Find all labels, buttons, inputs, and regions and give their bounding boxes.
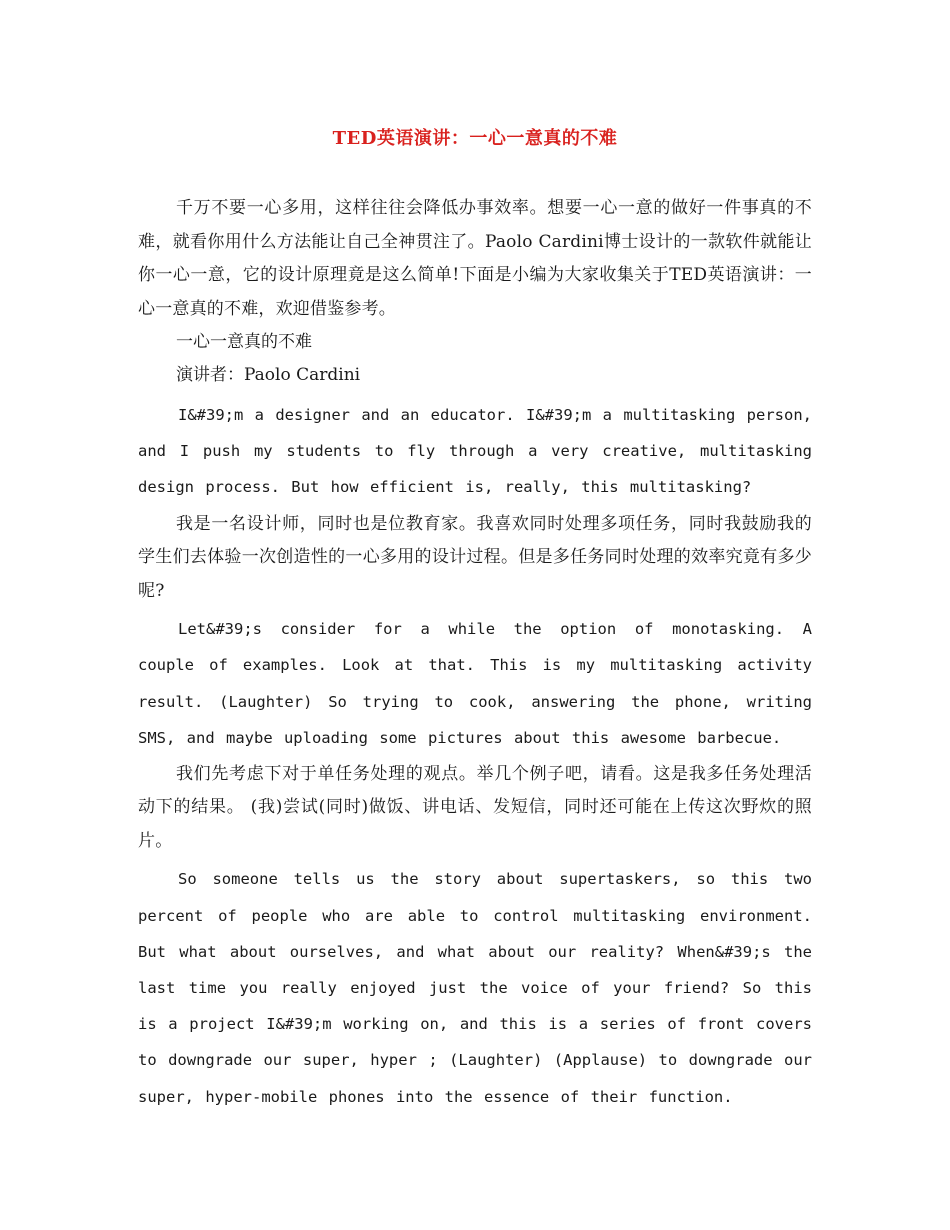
english-paragraph-2: Let&#39;s consider for a while the option of monotasking. A couple of examples. Look at that. This is my multitasking activity result. (Laughter) So trying to cook, answering the phone, writing SMS, and maybe uploading some pictures about this awesome barbecue. xyxy=(138,620,812,747)
english-paragraph-1: I&#39;m a designer and an educator. I&#39;m a multitasking person, and I push my students to fly through a very creative, multitasking design process. But how efficient is, really, this multitasking? xyxy=(138,406,812,497)
speaker-line: 演讲者：Paolo Cardini xyxy=(176,365,361,385)
intro-paragraph: 千万不要一心多用，这样往往会降低办事效率。想要一心一意的做好一件事真的不难，就看你用什么方法能让自己全神贯注了。Paolo Cardini博士设计的一款软件就能让你一心一意，它的设计原理竟是这么简单!下面是小编为大家收集关于TED英语演讲：一心一意真的不难，欢迎借鉴参考。 xyxy=(138,198,812,319)
english-paragraph-3: So someone tells us the story about supertaskers, so this two percent of people who are able to control multitasking environment. But what about ourselves, and what about our reality? When&#39;s the last time you really enjoyed just the voice of your friend? So this is a project I&#39;m working on, and this is a series of front covers to downgrade our super, hyper ; (Laughter) (Applause) to downgrade our super, hyper-mobile phones into the essence of their function. xyxy=(138,870,812,1106)
document-title: TED英语演讲：一心一意真的不难 xyxy=(332,128,618,149)
chinese-paragraph-1: 我是一名设计师，同时也是位教育家。我喜欢同时处理多项任务，同时我鼓励我的学生们去体验一次创造性的一心多用的设计过程。但是多任务同时处理的效率究竟有多少呢? xyxy=(138,513,812,601)
talk-subtitle: 一心一意真的不难 xyxy=(176,332,312,352)
document-body xyxy=(138,192,812,1117)
chinese-paragraph-2: 我们先考虑下对于单任务处理的观点。举几个例子吧，请看。这是我多任务处理活动下的结果。 (我)尝试(同时)做饭、讲电话、发短信，同时还可能在上传这次野炊的照片。 xyxy=(138,763,812,851)
